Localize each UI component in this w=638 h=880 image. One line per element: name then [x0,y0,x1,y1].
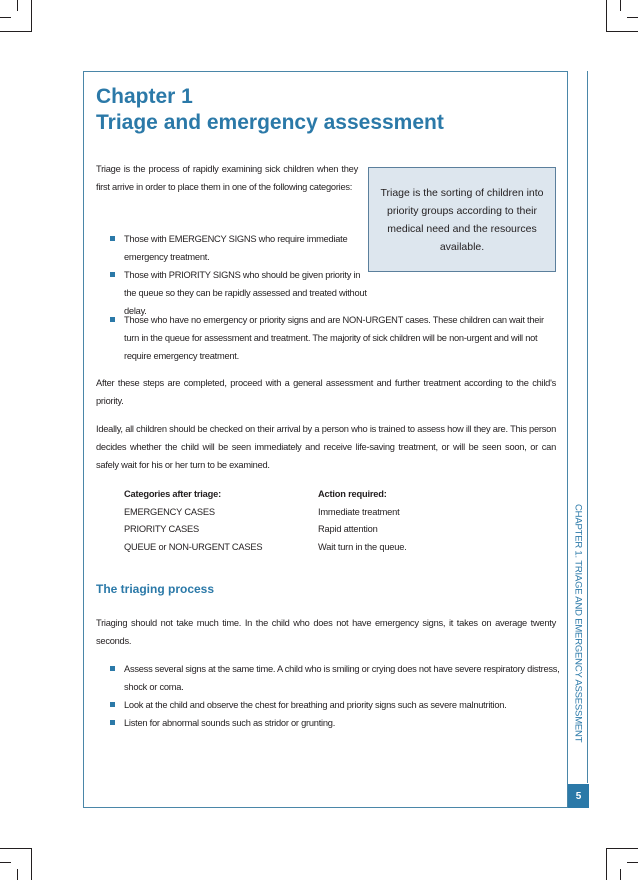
list-item: Those who have no emergency or priority signs and are NON-URGENT cases. These children can wait their turn in the queue for assessment and treatment. The majority of sick children will be non-urgent and will not require emergency treatment. [96,311,560,365]
category-header: Categories after triage: [124,489,221,499]
crop-mark [606,848,607,880]
bullet-square-icon [110,317,115,322]
crop-mark [0,848,32,849]
chapter-number: Chapter 1 [96,85,193,108]
categories-list-bottom [96,311,560,365]
bullet-square-icon [110,702,115,707]
list-item: Those with PRIORITY SIGNS who should be given priority in the queue so they can be rapidly assessed and treated without delay. [96,266,368,320]
action-column [318,486,468,556]
after-paragraph: After these steps are completed, proceed with a general assessment and further treatment according to the child's priority. [96,378,556,406]
category-cell: EMERGENCY CASES [124,506,215,517]
crop-mark [17,869,18,880]
intro-paragraph: Triage is the process of rapidly examining sick children when they first arrive in order to place them in one of the following categories: [96,164,358,192]
categories-list-top [96,230,368,320]
action-cell: Immediate treatment [318,506,400,517]
crop-mark [606,31,638,32]
category-column [124,486,314,556]
bullet-square-icon [110,236,115,241]
crop-mark [0,31,32,32]
list-item: Assess several signs at the same time. A child who is smiling or crying does not have severe respiratory distress, shock or coma. [96,660,560,696]
chapter-heading [96,84,444,136]
section-paragraph: Triaging should not take much time. In the child who does not have emergency signs, it takes on average twenty seconds. [96,618,556,646]
crop-mark [627,862,638,863]
ideally-paragraph: Ideally, all children should be checked on their arrival by a person who is trained to assess how ill they are. This person decides whether the child will be seen immediately and receive life-saving treatment, or will be seen soon, or can safely wait for his or her turn to be examined. [96,424,556,470]
crop-mark [627,17,638,18]
crop-mark [606,848,638,849]
side-tab-label: CHAPTER 1. TRIAGE AND EMERGENCY ASSESSMENT [572,503,584,743]
bullet-square-icon [110,720,115,725]
crop-mark [0,17,11,18]
side-tab [568,483,588,763]
triaging-list [96,660,560,732]
bullet-square-icon [110,666,115,671]
page-number: 5 [568,784,589,808]
action-header: Action required: [318,489,387,499]
section-title: The triaging process [96,582,215,596]
list-item: Listen for abnormal sounds such as stridor or grunting. [96,714,560,732]
category-cell: PRIORITY CASES [124,524,200,534]
crop-mark [620,869,621,880]
action-cell: Rapid attention [318,524,378,534]
bullet-square-icon [110,272,115,277]
crop-mark [31,0,32,32]
crop-mark [17,0,18,11]
crop-mark [620,0,621,11]
crop-mark [31,848,32,880]
callout-text: Triage is the sorting of children into priority groups according to their medical need and the resources available. [380,186,544,253]
callout-box [368,167,556,272]
action-cell: Wait turn in the queue. [318,541,407,552]
crop-mark [606,0,607,32]
list-item: Those with EMERGENCY SIGNS who require immediate emergency treatment. [96,230,368,266]
chapter-title: Triage and emergency assessment [96,111,444,134]
list-item: Look at the child and observe the chest for breathing and priority signs such as severe malnutrition. [96,696,560,714]
crop-mark [0,862,11,863]
category-cell: QUEUE or NON-URGENT CASES [124,541,263,552]
